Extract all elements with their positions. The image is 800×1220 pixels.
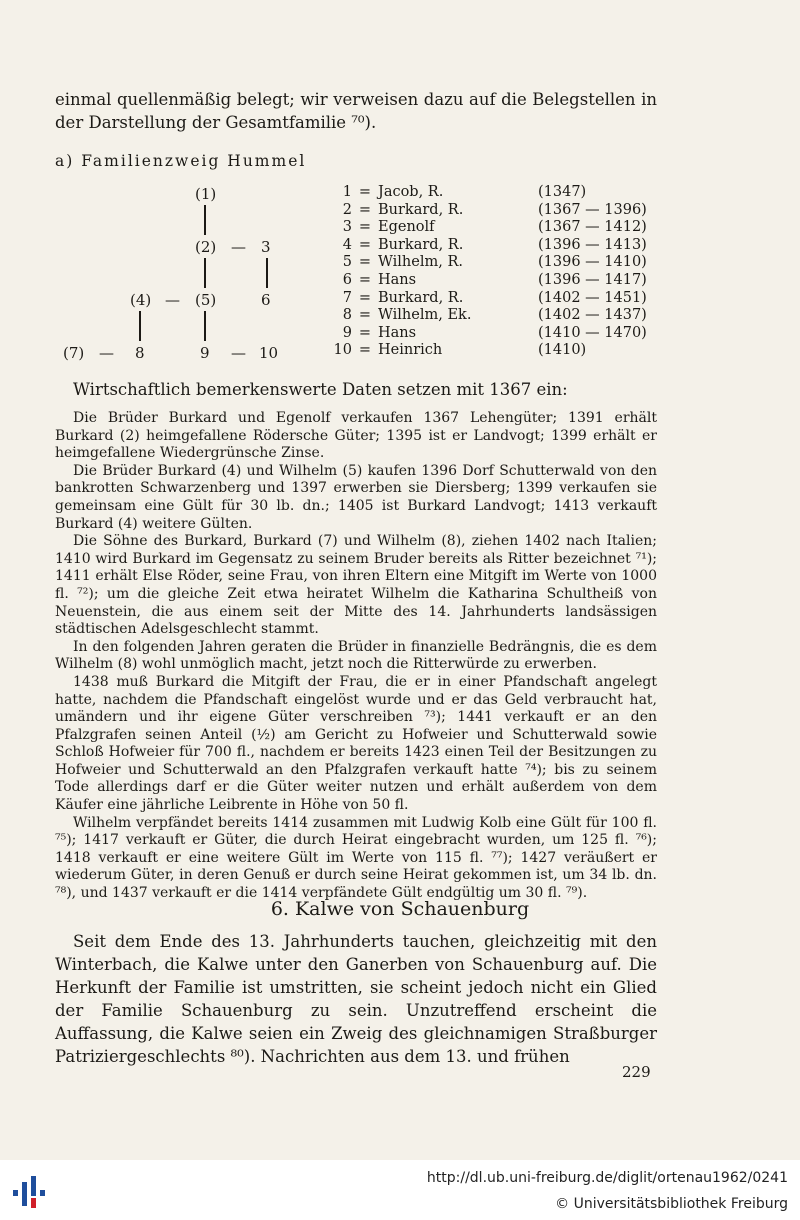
genealogy-number: 5	[342, 254, 352, 271]
genealogy-equals: =	[358, 201, 372, 218]
genealogy-years: (1402 — 1437)	[538, 307, 647, 324]
genealogy-name: Burkard, R.	[378, 201, 464, 218]
genealogy-number: 10	[333, 342, 352, 359]
genealogy-number: 8	[342, 307, 352, 324]
tree-node-7: (7)	[63, 344, 85, 362]
genealogy-number: 9	[342, 324, 352, 341]
section-6-paragraph: Seit dem Ende des 13. Jahrhunderts tauchen, gleichzeitig mit den Winterbach, die Kalwe unter den Ganerben von Schauenburg auf. Die Herkunft der Familie ist umstritten, sie scheint jedoch nicht ein Glied der Familie Schauenburg zu sein. Unzutreffend erscheint die Auffassung, die Kalwe seien ein Zweig des gleichnamigen Straßburger Patriziergeschlechts ⁸⁰). Nachrichten aus dem 13. und frühen	[55, 932, 657, 1066]
genealogy-name: Hans	[378, 271, 417, 288]
tree-node-1: (1)	[195, 185, 217, 203]
genealogy-number: 4	[342, 236, 352, 253]
genealogy-equals: =	[358, 307, 372, 324]
tree-node-6: 6	[261, 291, 271, 309]
genealogy-years: (1402 — 1451)	[538, 289, 647, 306]
intro-paragraph: einmal quellenmäßig belegt; wir verweisen dazu auf die Belegstellen in der Darstellung der Gesamtfamilie ⁷⁰).	[55, 90, 657, 132]
page-number: 229	[622, 1063, 651, 1081]
tree-connector	[266, 258, 268, 288]
tree-dash: —	[165, 291, 180, 309]
section-6-title: 6. Kalwe von Schauenburg	[270, 898, 530, 920]
genealogy-equals: =	[358, 184, 372, 200]
genealogy-row	[330, 307, 648, 325]
genealogy-row	[330, 254, 648, 272]
genealogy-equals: =	[358, 324, 372, 341]
genealogy-name: Egenolf	[378, 219, 435, 236]
tree-node-3: 3	[261, 238, 271, 256]
tree-connector	[204, 311, 206, 341]
copyright-notice: © Universitätsbibliothek Freiburg	[555, 1196, 788, 1212]
genealogy-row	[330, 342, 648, 360]
genealogy-row	[330, 202, 648, 220]
body-text	[55, 410, 657, 903]
genealogy-row	[330, 237, 648, 255]
section-a-heading: a) Familienzweig Hummel	[55, 152, 307, 170]
tree-connector	[204, 258, 206, 288]
genealogy-row	[330, 290, 648, 308]
genealogy-equals: =	[358, 236, 372, 253]
paragraph: Die Söhne des Burkard, Burkard (7) und Wilhelm (8), ziehen 1402 nach Italien; 1410 wird Burkard im Gegensatz zu seinem Bruder bereits als Ritter bezeichnet ⁷¹); 1411 erhält Else Röder, seine Frau, von ihren Eltern eine Mitgift im Werte von 1000 fl. ⁷²); um die gleiche Zeit etwa heiratet Wilhelm die Katharina Schultheiß von Neuenstein, die aus einem seit der Mitte des 14. Jahrhunderts landsässigen städtischen Adelsgeschlecht stammt.	[55, 533, 657, 638]
genealogy-row	[330, 219, 648, 237]
lead-sentence: Wirtschaftlich bemerkenswerte Daten setzen mit 1367 ein:	[73, 380, 568, 399]
genealogy-years: (1396 — 1413)	[538, 236, 647, 253]
genealogy-equals: =	[358, 271, 372, 288]
genealogy-name: Hans	[378, 324, 417, 341]
paragraph: Wilhelm verpfändet bereits 1414 zusammen mit Ludwig Kolb eine Gült für 100 fl. ⁷⁵); 1417 verkauft er Güter, die durch Heirat eingebracht wurden, um 125 fl. ⁷⁶); 1418 verkauft er eine weitere Gült im Werte von 115 fl. ⁷⁷); 1427 veräußert er wiederum Güter, in deren Genuß er durch seine Heirat gekommen ist, um 34 lb. dn. ⁷⁸), und 1437 verkauft er die 1414 verpfändete Gült endgültig um 30 fl. ⁷⁹).	[55, 814, 657, 902]
genealogy-number: 7	[342, 289, 352, 306]
genealogy-name: Burkard, R.	[378, 289, 464, 306]
genealogy-name: Heinrich	[378, 342, 443, 359]
genealogy-number: 2	[342, 201, 352, 218]
family-tree-diagram	[55, 185, 295, 365]
tree-node-2: (2)	[195, 238, 217, 256]
tree-dash: —	[231, 238, 246, 256]
tree-node-8: 8	[135, 344, 145, 362]
genealogy-equals: =	[358, 254, 372, 271]
tree-connector	[139, 311, 141, 341]
genealogy-list	[330, 184, 648, 360]
tree-node-10: 10	[259, 344, 279, 362]
tree-node-9: 9	[200, 344, 210, 362]
genealogy-years: (1396 — 1410)	[538, 254, 647, 271]
genealogy-years: (1410)	[538, 342, 587, 359]
genealogy-years: (1367 — 1396)	[538, 201, 647, 218]
genealogy-equals: =	[358, 219, 372, 236]
permalink-link[interactable]: http://dl.ub.uni-freiburg.de/diglit/ortenau1962/0241	[426, 1170, 788, 1186]
genealogy-years: (1347)	[538, 184, 587, 200]
genealogy-name: Jacob, R.	[378, 184, 444, 200]
genealogy-name: Wilhelm, Ek.	[378, 307, 472, 324]
paragraph: In den folgenden Jahren geraten die Brüder in finanzielle Bedrängnis, die es dem Wilhelm (8) wohl unmöglich macht, jetzt noch die Ritterwürde zu erwerben.	[55, 638, 657, 673]
genealogy-equals: =	[358, 289, 372, 306]
ub-freiburg-logo-icon	[10, 1172, 50, 1212]
genealogy-row	[330, 184, 648, 202]
genealogy-number: 1	[342, 184, 352, 200]
genealogy-name: Burkard, R.	[378, 236, 464, 253]
paragraph: 1438 muß Burkard die Mitgift der Frau, die er in einer Pfandschaft angelegt hatte, nachdem die Pfandschaft eingelöst wurde und er das Geld verbraucht hat, umändern und ihr eigene Güter verschreiben ⁷³); 1441 verkauft er an den Pfalzgrafen seinen Anteil (½) am Gericht zu Hofweier und Schutterwald sowie Schloß Hofweier für 700 fl., nachdem er bereits 1423 einen Teil der Besitzungen zu Hofweier und Schutterwald an den Pfalzgrafen verkauft hatte ⁷⁴); bis zu seinem Tode allerdings darf er die Güter weiter nutzen und erhält außerdem von dem Käufer eine jährliche Leibrente in Höhe von 50 fl.	[55, 673, 657, 814]
genealogy-years: (1410 — 1470)	[538, 324, 647, 341]
genealogy-row	[330, 272, 648, 290]
genealogy-row	[330, 325, 648, 343]
genealogy-equals: =	[358, 342, 372, 359]
tree-dash: —	[99, 344, 114, 362]
tree-node-4: (4)	[130, 291, 152, 309]
genealogy-years: (1396 — 1417)	[538, 271, 647, 288]
tree-node-5: (5)	[195, 291, 217, 309]
genealogy-name: Wilhelm, R.	[378, 254, 463, 271]
tree-dash: —	[231, 344, 246, 362]
genealogy-years: (1367 — 1412)	[538, 219, 647, 236]
paragraph: Die Brüder Burkard und Egenolf verkaufen 1367 Lehengüter; 1391 erhält Burkard (2) heimgefallene Rödersche Güter; 1395 ist er Landvogt; 1399 erhält er heimgefallene Wiedergrünsche Zinse.	[55, 410, 657, 462]
genealogy-number: 6	[342, 271, 352, 288]
genealogy-number: 3	[342, 219, 352, 236]
tree-connector	[204, 205, 206, 235]
paragraph: Die Brüder Burkard (4) und Wilhelm (5) kaufen 1396 Dorf Schutterwald von den bankrotten Schwarzenberg und 1397 erwerben sie Diersberg; 1399 verkaufen sie gemeinsam eine Gült für 30 lb. dn.; 1405 ist Burkard Landvogt; 1413 verkauft Burkard (4) weitere Gülten.	[55, 462, 657, 532]
